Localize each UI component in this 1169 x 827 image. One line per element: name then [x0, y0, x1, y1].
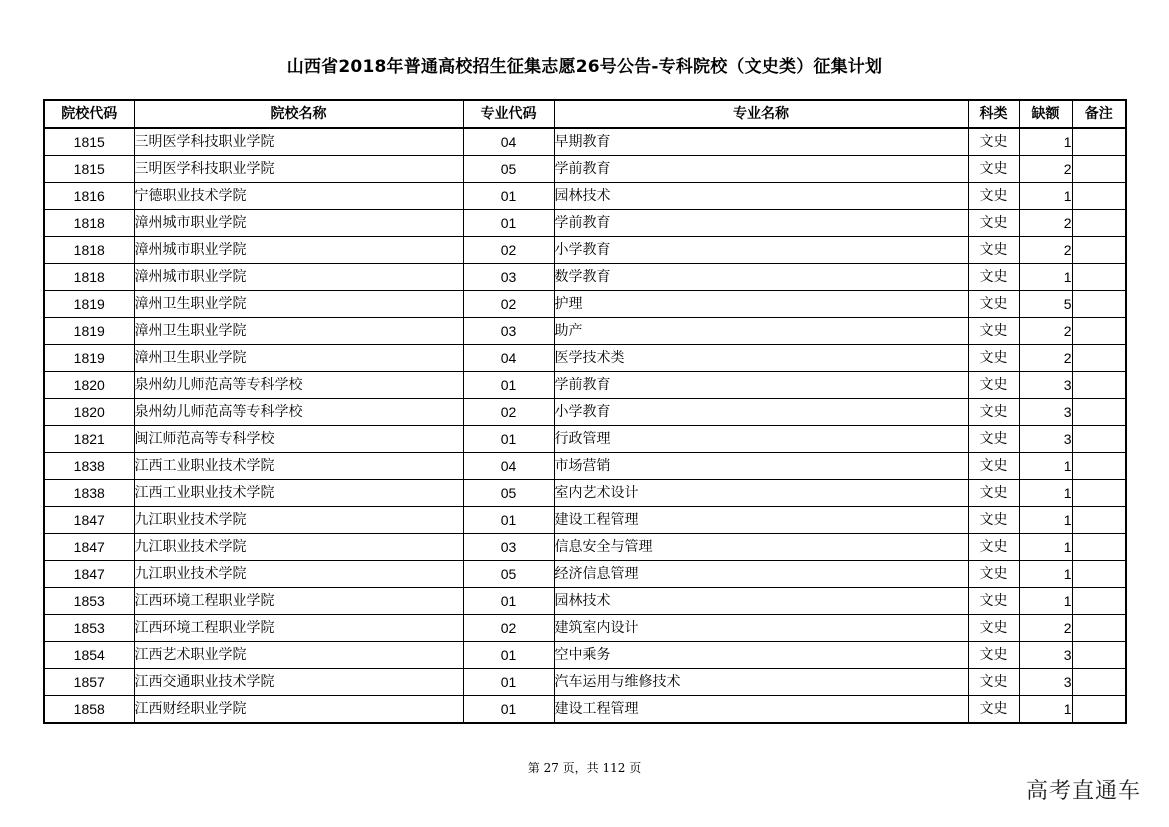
table-row: [44, 453, 1126, 480]
cell-major-code: 04: [463, 345, 554, 372]
table-row: [44, 372, 1126, 399]
cell-vacancy: 2: [1019, 237, 1072, 264]
table-row: [44, 345, 1126, 372]
cell-school-name: 三明医学科技职业学院: [134, 156, 463, 183]
cell-school-code: 1838: [44, 480, 134, 507]
table-row: [44, 183, 1126, 210]
table-row: [44, 210, 1126, 237]
cell-major-code: 01: [463, 696, 554, 724]
header-major-name: 专业名称: [554, 100, 968, 128]
cell-school-code: 1847: [44, 507, 134, 534]
cell-school-code: 1820: [44, 372, 134, 399]
cell-major-code: 05: [463, 480, 554, 507]
cell-vacancy: 1: [1019, 534, 1072, 561]
table-row: [44, 615, 1126, 642]
cell-school-code: 1857: [44, 669, 134, 696]
cell-major-name: 小学教育: [554, 399, 968, 426]
cell-note: [1072, 669, 1126, 696]
cell-major-code: 02: [463, 291, 554, 318]
cell-school-name: 漳州卫生职业学院: [134, 345, 463, 372]
cell-school-code: 1853: [44, 588, 134, 615]
table-row: [44, 128, 1126, 156]
cell-major-name: 小学教育: [554, 237, 968, 264]
cell-school-name: 漳州城市职业学院: [134, 210, 463, 237]
cell-category: 文史: [968, 128, 1019, 156]
cell-major-name: 经济信息管理: [554, 561, 968, 588]
cell-category: 文史: [968, 237, 1019, 264]
cell-school-code: 1818: [44, 264, 134, 291]
cell-major-code: 04: [463, 128, 554, 156]
table-row: [44, 480, 1126, 507]
table-row: [44, 669, 1126, 696]
cell-major-name: 空中乘务: [554, 642, 968, 669]
cell-major-code: 01: [463, 426, 554, 453]
cell-major-name: 信息安全与管理: [554, 534, 968, 561]
cell-major-code: 01: [463, 210, 554, 237]
cell-school-name: 漳州卫生职业学院: [134, 318, 463, 345]
table-row: [44, 399, 1126, 426]
header-major-code: 专业代码: [463, 100, 554, 128]
header-school-name: 院校名称: [134, 100, 463, 128]
cell-vacancy: 2: [1019, 615, 1072, 642]
cell-note: [1072, 345, 1126, 372]
cell-category: 文史: [968, 669, 1019, 696]
cell-major-code: 02: [463, 399, 554, 426]
cell-vacancy: 1: [1019, 264, 1072, 291]
cell-major-name: 建设工程管理: [554, 507, 968, 534]
cell-major-code: 01: [463, 183, 554, 210]
cell-major-name: 助产: [554, 318, 968, 345]
page-title: 山西省2018年普通高校招生征集志愿26号公告-专科院校（文史类）征集计划: [286, 57, 883, 77]
table-row: [44, 507, 1126, 534]
cell-major-name: 市场营销: [554, 453, 968, 480]
cell-note: [1072, 615, 1126, 642]
cell-category: 文史: [968, 345, 1019, 372]
cell-major-name: 园林技术: [554, 183, 968, 210]
cell-school-name: 江西工业职业技术学院: [134, 480, 463, 507]
cell-vacancy: 3: [1019, 642, 1072, 669]
cell-school-name: 江西环境工程职业学院: [134, 588, 463, 615]
cell-vacancy: 1: [1019, 588, 1072, 615]
cell-school-code: 1847: [44, 534, 134, 561]
cell-school-code: 1819: [44, 318, 134, 345]
cell-school-code: 1853: [44, 615, 134, 642]
cell-major-name: 护理: [554, 291, 968, 318]
cell-school-name: 漳州卫生职业学院: [134, 291, 463, 318]
cell-category: 文史: [968, 507, 1019, 534]
cell-note: [1072, 588, 1126, 615]
cell-category: 文史: [968, 588, 1019, 615]
cell-note: [1072, 291, 1126, 318]
cell-vacancy: 3: [1019, 669, 1072, 696]
cell-major-code: 05: [463, 561, 554, 588]
cell-school-code: 1854: [44, 642, 134, 669]
cell-note: [1072, 453, 1126, 480]
table-row: [44, 426, 1126, 453]
cell-school-name: 闽江师范高等专科学校: [134, 426, 463, 453]
cell-major-code: 05: [463, 156, 554, 183]
page-footer: 第 27 页，共 112 页: [527, 761, 642, 775]
cell-school-code: 1858: [44, 696, 134, 724]
cell-major-name: 室内艺术设计: [554, 480, 968, 507]
table-row: [44, 588, 1126, 615]
cell-school-code: 1815: [44, 156, 134, 183]
cell-note: [1072, 318, 1126, 345]
cell-category: 文史: [968, 615, 1019, 642]
cell-note: [1072, 696, 1126, 724]
cell-school-name: 江西财经职业学院: [134, 696, 463, 724]
cell-category: 文史: [968, 318, 1019, 345]
cell-school-code: 1819: [44, 291, 134, 318]
cell-note: [1072, 642, 1126, 669]
cell-note: [1072, 210, 1126, 237]
cell-school-code: 1838: [44, 453, 134, 480]
cell-note: [1072, 534, 1126, 561]
cell-school-code: 1820: [44, 399, 134, 426]
cell-school-code: 1819: [44, 345, 134, 372]
cell-vacancy: 3: [1019, 399, 1072, 426]
table-row: [44, 156, 1126, 183]
cell-major-name: 建设工程管理: [554, 696, 968, 724]
cell-vacancy: 5: [1019, 291, 1072, 318]
cell-major-code: 01: [463, 372, 554, 399]
cell-major-code: 02: [463, 615, 554, 642]
cell-category: 文史: [968, 210, 1019, 237]
table-header-row: [44, 100, 1126, 128]
cell-note: [1072, 480, 1126, 507]
cell-school-name: 泉州幼儿师范高等专科学校: [134, 372, 463, 399]
cell-category: 文史: [968, 264, 1019, 291]
cell-school-code: 1815: [44, 128, 134, 156]
cell-vacancy: 2: [1019, 210, 1072, 237]
cell-school-code: 1818: [44, 237, 134, 264]
cell-vacancy: 1: [1019, 453, 1072, 480]
cell-school-name: 三明医学科技职业学院: [134, 128, 463, 156]
table-row: [44, 237, 1126, 264]
cell-school-code: 1818: [44, 210, 134, 237]
cell-school-name: 九江职业技术学院: [134, 561, 463, 588]
cell-vacancy: 1: [1019, 183, 1072, 210]
cell-school-name: 江西艺术职业学院: [134, 642, 463, 669]
cell-vacancy: 1: [1019, 128, 1072, 156]
cell-school-name: 漳州城市职业学院: [134, 264, 463, 291]
cell-school-code: 1821: [44, 426, 134, 453]
cell-category: 文史: [968, 183, 1019, 210]
cell-note: [1072, 128, 1126, 156]
cell-major-name: 建筑室内设计: [554, 615, 968, 642]
cell-note: [1072, 399, 1126, 426]
cell-major-code: 03: [463, 264, 554, 291]
cell-school-name: 漳州城市职业学院: [134, 237, 463, 264]
cell-major-code: 03: [463, 318, 554, 345]
cell-major-name: 医学技术类: [554, 345, 968, 372]
cell-school-name: 宁德职业技术学院: [134, 183, 463, 210]
table-row: [44, 291, 1126, 318]
cell-note: [1072, 183, 1126, 210]
cell-major-code: 02: [463, 237, 554, 264]
cell-major-code: 01: [463, 588, 554, 615]
header-note: 备注: [1072, 100, 1126, 128]
cell-note: [1072, 264, 1126, 291]
cell-major-name: 早期教育: [554, 128, 968, 156]
cell-major-code: 04: [463, 453, 554, 480]
cell-major-name: 学前教育: [554, 210, 968, 237]
cell-category: 文史: [968, 642, 1019, 669]
header-vacancy: 缺额: [1019, 100, 1072, 128]
cell-category: 文史: [968, 561, 1019, 588]
cell-note: [1072, 372, 1126, 399]
cell-school-name: 江西交通职业技术学院: [134, 669, 463, 696]
table-row: [44, 318, 1126, 345]
cell-major-name: 学前教育: [554, 372, 968, 399]
cell-category: 文史: [968, 156, 1019, 183]
cell-vacancy: 2: [1019, 345, 1072, 372]
cell-school-name: 九江职业技术学院: [134, 534, 463, 561]
cell-category: 文史: [968, 696, 1019, 724]
table-row: [44, 561, 1126, 588]
cell-major-code: 01: [463, 507, 554, 534]
cell-major-code: 03: [463, 534, 554, 561]
cell-category: 文史: [968, 426, 1019, 453]
cell-vacancy: 1: [1019, 696, 1072, 724]
cell-major-code: 01: [463, 669, 554, 696]
watermark: 高考直通车: [1025, 779, 1141, 804]
cell-major-name: 数学教育: [554, 264, 968, 291]
cell-note: [1072, 507, 1126, 534]
table-row: [44, 534, 1126, 561]
admission-plan-table: [43, 99, 1127, 724]
cell-major-name: 园林技术: [554, 588, 968, 615]
cell-vacancy: 2: [1019, 156, 1072, 183]
cell-major-name: 学前教育: [554, 156, 968, 183]
cell-note: [1072, 237, 1126, 264]
cell-note: [1072, 561, 1126, 588]
cell-major-name: 汽车运用与维修技术: [554, 669, 968, 696]
cell-vacancy: 1: [1019, 507, 1072, 534]
cell-vacancy: 1: [1019, 561, 1072, 588]
cell-note: [1072, 156, 1126, 183]
cell-vacancy: 3: [1019, 372, 1072, 399]
cell-school-code: 1847: [44, 561, 134, 588]
header-school-code: 院校代码: [44, 100, 134, 128]
cell-category: 文史: [968, 291, 1019, 318]
cell-school-name: 九江职业技术学院: [134, 507, 463, 534]
cell-category: 文史: [968, 399, 1019, 426]
table-row: [44, 264, 1126, 291]
cell-school-name: 江西环境工程职业学院: [134, 615, 463, 642]
cell-school-name: 江西工业职业技术学院: [134, 453, 463, 480]
cell-category: 文史: [968, 480, 1019, 507]
cell-category: 文史: [968, 372, 1019, 399]
cell-major-name: 行政管理: [554, 426, 968, 453]
cell-category: 文史: [968, 453, 1019, 480]
header-category: 科类: [968, 100, 1019, 128]
cell-vacancy: 2: [1019, 318, 1072, 345]
cell-major-code: 01: [463, 642, 554, 669]
table-row: [44, 642, 1126, 669]
cell-vacancy: 3: [1019, 426, 1072, 453]
cell-vacancy: 1: [1019, 480, 1072, 507]
cell-category: 文史: [968, 534, 1019, 561]
cell-note: [1072, 426, 1126, 453]
cell-school-name: 泉州幼儿师范高等专科学校: [134, 399, 463, 426]
cell-school-code: 1816: [44, 183, 134, 210]
table-row: [44, 696, 1126, 724]
